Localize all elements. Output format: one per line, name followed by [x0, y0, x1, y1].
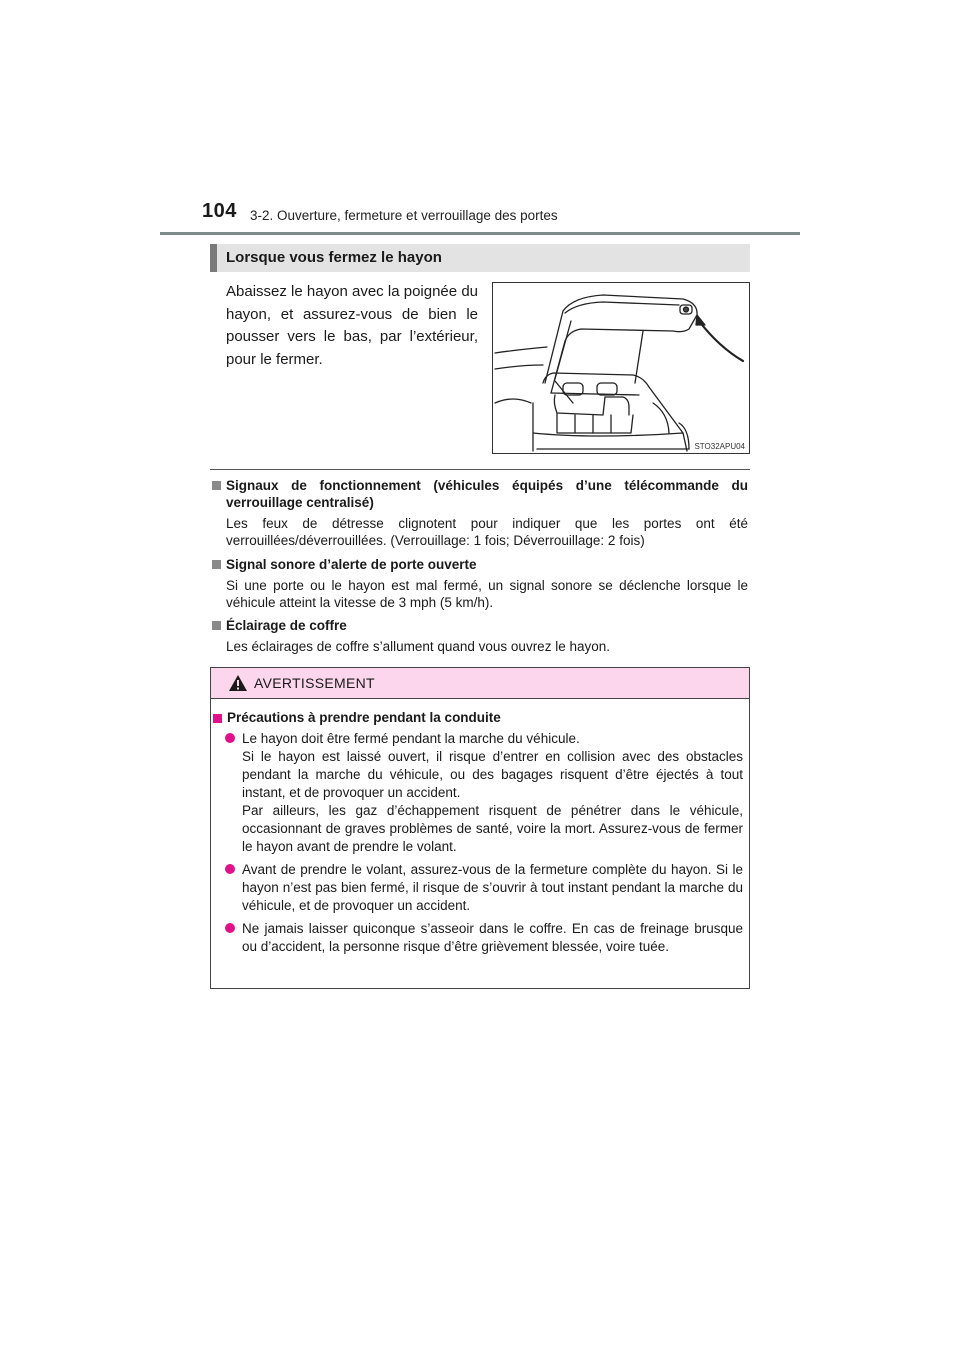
note-operation-signals	[212, 477, 748, 549]
note-heading-text: Signal sonore d’alerte de porte ouverte	[226, 557, 477, 572]
header-rule	[160, 232, 800, 235]
section-divider	[210, 469, 750, 470]
round-bullet-icon	[225, 923, 235, 933]
warning-bullets	[225, 730, 743, 961]
bullet-text: Par ailleurs, les gaz d’échappement risquent de pénétrer dans le véhicule, occasionnant de graves problèmes de santé, voire la mort. Assurez-vous de fermer le hayon avant de prendre le volant.	[242, 803, 743, 854]
chapter-title: 3-2. Ouverture, fermeture et verrouillage des portes	[250, 208, 558, 223]
section-heading-bar	[210, 244, 750, 272]
round-bullet-icon	[225, 864, 235, 874]
note-body: Les éclairages de coffre s’allument quand vous ouvrez le hayon.	[226, 639, 610, 654]
warning-header	[211, 668, 749, 699]
note-heading	[212, 556, 748, 573]
section-accent	[210, 244, 217, 272]
note-trunk-lighting	[212, 617, 748, 655]
figure-code: STO32APU04	[694, 442, 745, 451]
square-bullet-icon	[212, 481, 221, 490]
bullet-text: Le hayon doit être fermé pendant la marche du véhicule.	[242, 731, 580, 746]
page-number: 104	[202, 200, 237, 222]
note-door-alarm	[212, 556, 748, 611]
note-heading-text: Signaux de fonctionnement (véhicules équipés d’une télécommande du verrouillage centralisé)	[226, 478, 748, 510]
note-heading-text: Éclairage de coffre	[226, 618, 347, 633]
warning-title: AVERTISSEMENT	[254, 675, 375, 691]
note-body: Si une porte ou le hayon est mal fermé, un signal sonore se déclenche lorsque le véhicule atteint la vitesse de 3 mph (5 km/h).	[226, 578, 748, 610]
warning-bullet	[225, 920, 743, 956]
note-heading	[212, 477, 748, 511]
warning-bullet	[225, 730, 743, 856]
bullet-text: Avant de prendre le volant, assurez-vous de la fermeture complète du hayon. Si le hayon n’est pas bien fermé, il risque de s’ouvrir à tout instant pendant la marche du véhicule, et de provoquer un accident.	[242, 862, 743, 913]
warning-box	[210, 667, 750, 989]
section-title: Lorsque vous fermez le hayon	[226, 249, 442, 266]
square-bullet-icon	[213, 714, 222, 723]
warning-subheading-text: Précautions à prendre pendant la conduite	[227, 710, 501, 725]
bullet-text: Si le hayon est laissé ouvert, il risque d’entrer en collision avec des obstacles pendant la marche du véhicule, ou des bagages risquent d’être éjectés à tout instant, et de provoquer un accident.	[242, 749, 743, 800]
note-body: Les feux de détresse clignotent pour indiquer que les portes ont été verrouillées/déverrouillées. (Verrouillage: 1 fois; Déverrouillage: 2 fois)	[226, 516, 748, 548]
tailgate-illustration	[492, 282, 750, 454]
square-bullet-icon	[212, 621, 221, 630]
note-heading	[212, 617, 748, 634]
square-bullet-icon	[212, 560, 221, 569]
bullet-text: Ne jamais laisser quiconque s’asseoir dans le coffre. En cas de freinage brusque ou d’accident, la personne risque d’être grièvement blessée, voire tuée.	[242, 921, 743, 954]
warning-triangle-icon	[228, 674, 248, 692]
tailgate-drawing	[493, 283, 749, 453]
warning-bullet	[225, 861, 743, 915]
intro-paragraph: Abaissez le hayon avec la poignée du hayon, et assurez-vous de bien le pousser vers le bas, par l’extérieur, pour le fermer.	[226, 283, 478, 368]
round-bullet-icon	[225, 733, 235, 743]
warning-subheading	[213, 710, 501, 725]
